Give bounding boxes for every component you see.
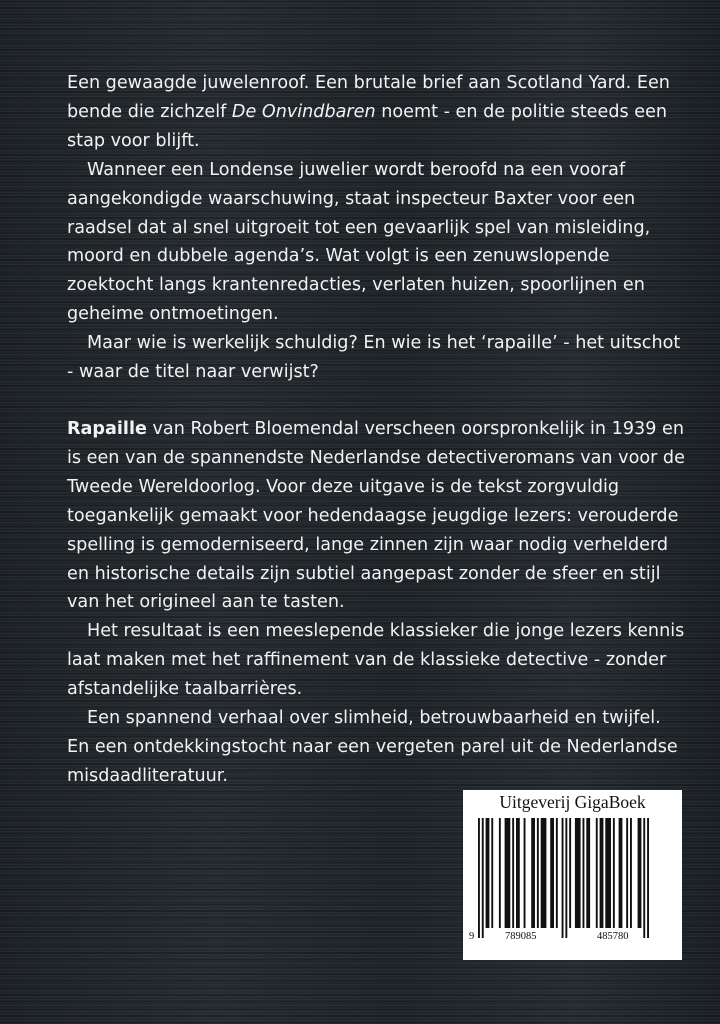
- barcode-bar: [516, 818, 520, 928]
- barcode-bar: [569, 818, 571, 928]
- barcode-bar: [575, 818, 581, 928]
- barcode-bar: [626, 818, 628, 928]
- barcode-bar: [619, 818, 623, 928]
- barcode-bar: [491, 818, 493, 928]
- blurb-p1-text: Een gewaagde juwelenroof. Een brutale brief aan Scotland Yard. Een bende die zichzelf: [67, 73, 670, 122]
- barcode-bar: [630, 818, 632, 928]
- barcode-bar: [541, 818, 547, 928]
- publisher-name: Uitgeverij GigaBoek: [499, 792, 646, 812]
- blurb-paragraph-6: Een spannend verhaal over slimheid, betrouwbaarheid en twijfel. En een ontdekkingstocht naar een vergeten parel uit de Nederlandse misdaadliteratuur.: [67, 708, 678, 786]
- barcode-bar: [486, 818, 490, 928]
- barcode-bar: [499, 818, 501, 928]
- isbn-barcode: [463, 790, 682, 960]
- barcode-bar: [643, 818, 645, 938]
- barcode-bar: [600, 818, 604, 928]
- book-title: Rapaille: [67, 418, 147, 439]
- barcode-bar: [524, 818, 526, 928]
- barcode-digits-right: 485780: [597, 931, 629, 942]
- blurb-p1-rest: noemt - en de politie steeds een stap voor blijft.: [67, 101, 668, 151]
- barcode-bar: [505, 818, 511, 928]
- barcode-bar: [583, 818, 585, 928]
- barcode-bar: [596, 818, 598, 928]
- blurb-paragraph-5: Het resultaat is een meeslepende klassieker die jonge lezers kennis laat maken met het raffinement van de klassieke detective - zonder afstandelijke taalbarrières.: [67, 621, 685, 700]
- barcode-bar: [531, 818, 535, 928]
- barcode-bar: [537, 818, 539, 928]
- barcode-bar: [550, 818, 554, 928]
- barcode-bar: [647, 818, 649, 938]
- barcode-bar: [556, 818, 558, 928]
- barcode-bar: [613, 818, 615, 928]
- barcode-digits-left: 789085: [505, 931, 537, 942]
- barcode-digit-first: 9: [469, 931, 475, 942]
- gang-name: De Onvindbaren: [231, 101, 376, 122]
- barcode-bar: [512, 818, 514, 928]
- barcode-bar: [605, 818, 611, 928]
- barcode-bar: [478, 818, 480, 938]
- blurb-text: [67, 69, 687, 791]
- blurb-p4-text: van Robert Bloemendal verscheen oorspronkelijk in 1939 en is een van de spannendste Nederlandse detectiveromans van voor de Tweede Wereldoorlog. Voor deze uitgave is de tekst zorgvuldig toegankelijk gemaakt voor hedendaagse jeugdige lezers: verouderde spelling is gemoderniseerd, lange zinnen zijn waar nodig verhelderd en historische details zijn subtiel aangepast zonder de sfeer en stijl van het origineel aan te tasten.: [67, 418, 685, 613]
- barcode-bars: [463, 790, 682, 960]
- blurb-paragraph-1: [67, 69, 687, 156]
- barcode-bar: [482, 818, 484, 938]
- blurb-paragraph-4: [67, 415, 687, 617]
- barcode-bar: [565, 818, 567, 938]
- paragraph-gap: [67, 387, 687, 415]
- barcode-bar: [638, 818, 642, 928]
- blurb-paragraph-3: Maar wie is werkelijk schuldig? En wie is het ‘rapaille’ - het uitschot - waar de titel naar verwijst?: [67, 333, 681, 383]
- barcode-bar: [586, 818, 590, 928]
- barcode-bar: [562, 818, 564, 938]
- blurb-paragraph-2: Wanneer een Londense juwelier wordt beroofd na een vooraf aangekondigde waarschuwing, staat inspecteur Baxter voor een raadsel dat al snel uitgroeit tot een gevaarlijk spel van misleiding, moord en dubbele agenda’s. Wat volgt is een zenuwslopende zoektocht langs krantenredacties, verlaten huizen, spoorlijnen en geheime ontmoetingen.: [67, 159, 651, 325]
